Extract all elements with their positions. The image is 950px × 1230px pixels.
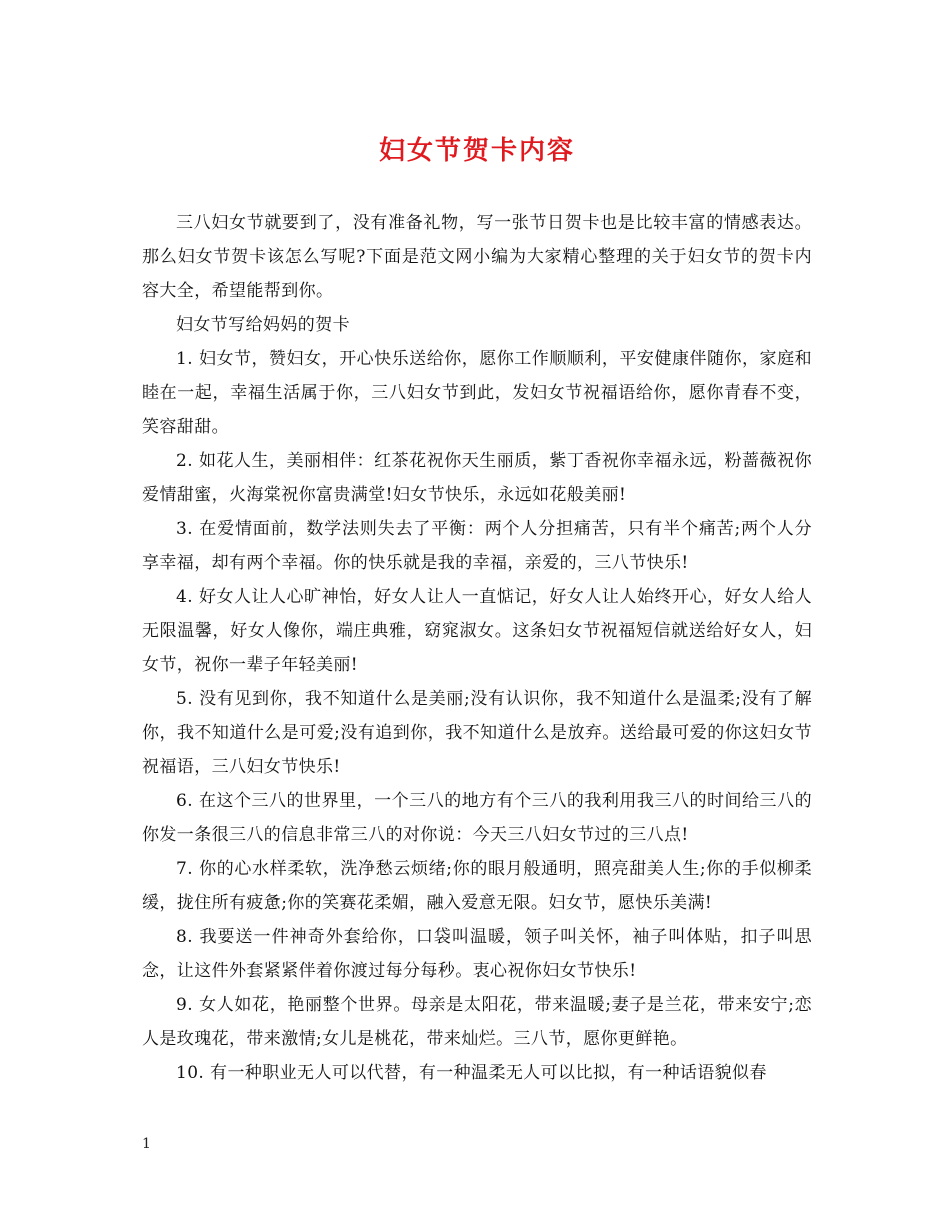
list-item: 3. 在爱情面前，数学法则失去了平衡：两个人分担痛苦，只有半个痛苦;两个人分享幸福，却有两个幸福。你的快乐就是我的幸福，亲爱的，三八节快乐! — [142, 519, 812, 573]
list-item: 9. 女人如花，艳丽整个世界。母亲是太阳花，带来温暖;妻子是兰花，带来安宁;恋人是玫瑰花，带来激情;女儿是桃花，带来灿烂。三八节，愿你更鲜艳。 — [142, 995, 812, 1049]
list-item: 5. 没有见到你，我不知道什么是美丽;没有认识你，我不知道什么是温柔;没有了解你，我不知道什么是可爱;没有追到你，我不知道什么是放弃。送给最可爱的你这妇女节祝福语，三八妇女节快乐! — [142, 689, 812, 777]
list-item: 1. 妇女节，赞妇女，开心快乐送给你，愿你工作顺顺利，平安健康伴随你，家庭和睦在一起，幸福生活属于你，三八妇女节到此，发妇女节祝福语给你，愿你青春不变，笑容甜甜。 — [142, 349, 812, 437]
section-heading: 妇女节写给妈妈的贺卡 — [176, 315, 350, 335]
intro-paragraph: 三八妇女节就要到了，没有准备礼物，写一张节日贺卡也是比较丰富的情感表达。那么妇女节贺卡该怎么写呢?下面是范文网小编为大家精心整理的关于妇女节的贺卡内容大全，希望能帮到你。 — [142, 213, 812, 301]
list-item: 2. 如花人生，美丽相伴：红茶花祝你天生丽质，紫丁香祝你幸福永远，粉蔷薇祝你爱情甜蜜，火海棠祝你富贵满堂!妇女节快乐，永远如花般美丽! — [142, 451, 812, 505]
list-item: 4. 好女人让人心旷神怡，好女人让人一直惦记，好女人让人始终开心，好女人给人无限温馨，好女人像你，端庄典雅，窈窕淑女。这条妇女节祝福短信就送给好女人，妇女节，祝你一辈子年轻美丽! — [142, 587, 812, 675]
document-body — [142, 206, 812, 1090]
list-item: 10. 有一种职业无人可以代替，有一种温柔无人可以比拟，有一种话语貌似春 — [176, 1063, 767, 1083]
page-number: 1 — [142, 1136, 151, 1152]
list-item: 7. 你的心水样柔软，洗净愁云烦绪;你的眼月般通明，照亮甜美人生;你的手似柳柔缓，拢住所有疲惫;你的笑赛花柔媚，融入爱意无限。妇女节，愿快乐美满! — [142, 859, 812, 913]
document-title: 妇女节贺卡内容 — [378, 136, 575, 166]
document-page — [142, 0, 812, 1230]
list-item: 6. 在这个三八的世界里，一个三八的地方有个三八的我利用我三八的时间给三八的你发一条很三八的信息非常三八的对你说：今天三八妇女节过的三八点! — [142, 791, 812, 845]
list-item: 8. 我要送一件神奇外套给你，口袋叫温暖，领子叫关怀，袖子叫体贴，扣子叫思念，让这件外套紧紧伴着你渡过每分每秒。衷心祝你妇女节快乐! — [142, 927, 812, 981]
